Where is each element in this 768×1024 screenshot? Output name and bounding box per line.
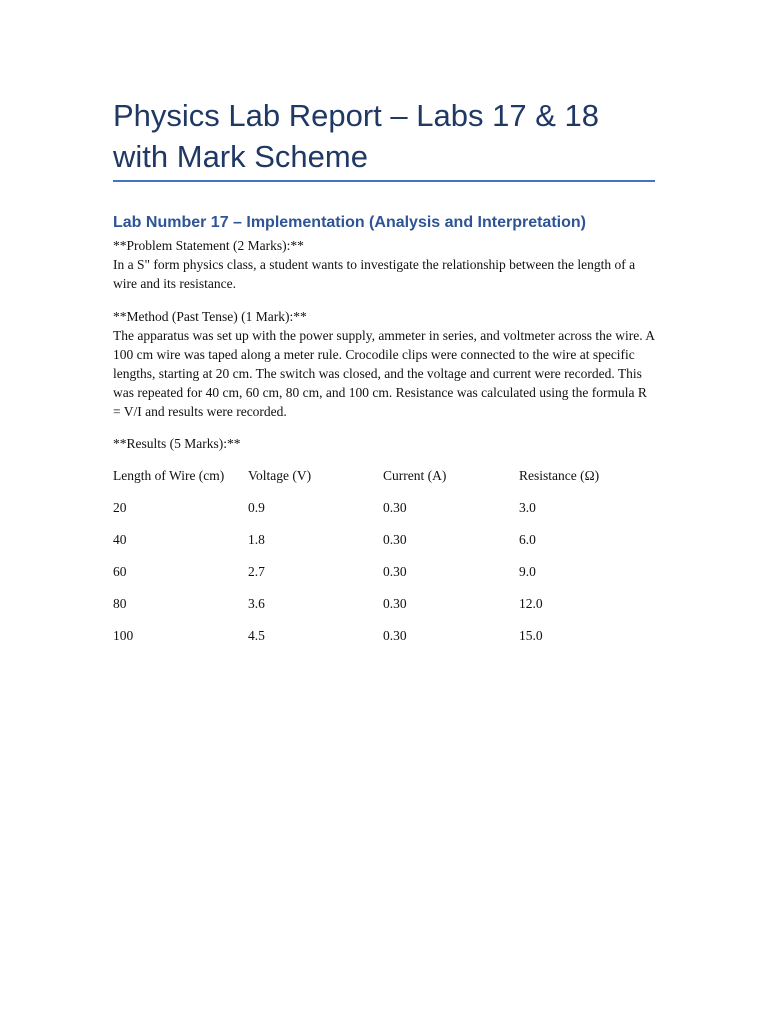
lab17-heading: Lab Number 17 – Implementation (Analysis and Interpretation)	[113, 214, 586, 231]
table-row	[113, 530, 655, 562]
problem-statement-section	[113, 236, 655, 293]
column-header-length: Length of Wire (cm)	[113, 468, 225, 483]
method-label: **Method (Past Tense) (1 Mark):**	[113, 309, 307, 324]
cell-resistance: 3.0	[519, 500, 536, 515]
cell-current: 0.30	[383, 532, 407, 547]
cell-resistance: 12.0	[519, 596, 543, 611]
column-header-voltage: Voltage (V)	[248, 468, 312, 483]
problem-statement-text: In a S" form physics class, a student wants to investigate the relationship between the length of a wire and its resistance.	[113, 257, 636, 291]
cell-current: 0.30	[383, 500, 407, 515]
method-section	[113, 307, 655, 421]
cell-current: 0.30	[383, 596, 407, 611]
cell-length: 60	[113, 564, 127, 579]
cell-voltage: 1.8	[248, 532, 265, 547]
cell-voltage: 3.6	[248, 596, 265, 611]
results-table	[113, 466, 655, 658]
cell-resistance: 15.0	[519, 628, 543, 643]
title-divider	[113, 180, 655, 182]
results-section	[113, 434, 655, 453]
table-row	[113, 626, 655, 658]
cell-voltage: 2.7	[248, 564, 265, 579]
table-row	[113, 498, 655, 530]
results-table-header-row	[113, 466, 655, 498]
problem-statement-label: **Problem Statement (2 Marks):**	[113, 238, 304, 253]
column-header-resistance: Resistance (Ω)	[519, 468, 600, 483]
cell-voltage: 0.9	[248, 500, 265, 515]
cell-resistance: 9.0	[519, 564, 536, 579]
table-row	[113, 594, 655, 626]
table-row	[113, 562, 655, 594]
cell-length: 20	[113, 500, 127, 515]
cell-length: 40	[113, 532, 127, 547]
cell-voltage: 4.5	[248, 628, 265, 643]
cell-length: 100	[113, 628, 134, 643]
results-label: **Results (5 Marks):**	[113, 436, 241, 451]
cell-current: 0.30	[383, 564, 407, 579]
document-title: Physics Lab Report – Labs 17 & 18 with Mark Scheme	[113, 98, 599, 174]
column-header-current: Current (A)	[383, 468, 447, 483]
method-text: The apparatus was set up with the power supply, ammeter in series, and voltmeter across the wire. A 100 cm wire was taped along a meter rule. Crocodile clips were connected to the wire at specific lengths, starting at 20 cm. The switch was closed, and the voltage and current were recorded. This was repeated for 40 cm, 60 cm, 80 cm, and 100 cm. Resistance was calculated using the formula R = V/I and results were recorded.	[113, 328, 655, 419]
cell-current: 0.30	[383, 628, 407, 643]
cell-resistance: 6.0	[519, 532, 536, 547]
cell-length: 80	[113, 596, 127, 611]
